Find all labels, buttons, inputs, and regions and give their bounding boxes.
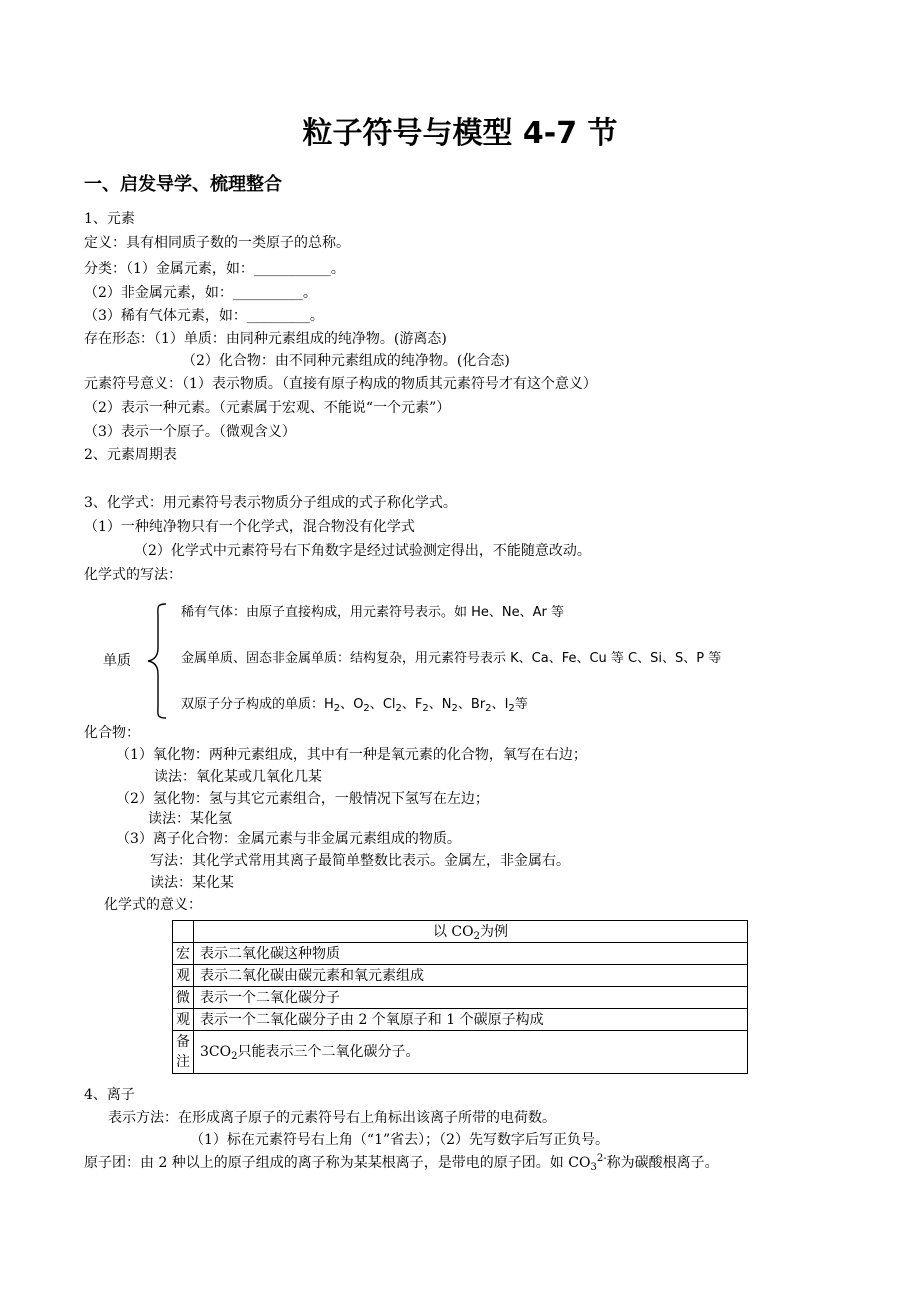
table-row <box>173 1031 748 1074</box>
diatomic-prefix: 双原子分子构成的单质： <box>181 697 325 712</box>
compound-label: 化合物： <box>84 725 140 741</box>
table-row <box>173 965 748 987</box>
s1-meaning-3: （3）表示一个原子。（微观含义） <box>84 424 296 440</box>
diatomic-formula: $H_2$、 <box>324 697 354 714</box>
table-header-row <box>173 921 748 943</box>
diatomic-list <box>324 697 528 712</box>
s3-note-1: （1）一种纯净物只有一个化学式，混合物没有化学式 <box>84 519 415 535</box>
s3-heading: 3、化学式：用元素符号表示物质分子组成的式子称化学式。 <box>84 495 457 511</box>
element-row-diatomic <box>181 694 528 716</box>
s2-heading: 2、元素周期表 <box>84 447 177 463</box>
micro-row-2: 表示一个二氧化碳分子由 2 个氧原子和 1 个碳原子构成 <box>194 1009 748 1031</box>
element-row-metal: 金属单质、固态非金属单质：结构复杂，用元素符号表示 K、Ca、Fe、Cu 等 C、Si、S、P 等 <box>181 651 722 666</box>
hydride-reading: 读法：某化氢 <box>148 811 232 827</box>
page-title: 粒子符号与模型 4-7 节 <box>302 116 618 151</box>
s1-definition: 定义：具有相同质子数的一类原子的总称。 <box>84 235 350 251</box>
micro-label-2: 观 <box>173 1009 194 1031</box>
s1-classify-3: （3）稀有气体元素，如：_________。 <box>84 308 324 324</box>
table-header: 以 $CO_2$为例 <box>194 921 748 943</box>
s1-meaning-1: 元素符号意义：（1）表示物质。（直接有原子构成的物质其元素符号才有这个意义） <box>84 376 597 392</box>
element-label: 单质 <box>103 653 131 669</box>
diatomic-formula: $N_2$、 <box>441 697 471 714</box>
macro-row-2: 表示二氧化碳由碳元素和氧元素组成 <box>194 965 748 987</box>
ionic-desc: （3）离子化合物：金属元素与非金属元素组成的物质。 <box>116 831 461 847</box>
macro-row-1: 表示二氧化碳这种物质 <box>194 943 748 965</box>
diatomic-formula: $F_2$、 <box>414 697 442 714</box>
formula-meaning-table <box>172 920 748 1074</box>
s3-writing-label: 化学式的写法： <box>84 567 182 583</box>
note-row: $3CO_2$只能表示三个二氧化碳分子。 <box>194 1031 748 1074</box>
micro-row-1: 表示一个二氧化碳分子 <box>194 987 748 1009</box>
s4-method: 表示方法：在形成离子原子的元素符号右上角标出该离子所带的电荷数。 <box>108 1110 556 1126</box>
oxide-reading: 读法：氧化某或几氧化几某 <box>154 769 322 785</box>
macro-label-2: 观 <box>173 965 194 987</box>
s1-form-2: （2）化合物：由不同种元素组成的纯净物。(化合态) <box>182 353 510 369</box>
s1-form-1: 存在形态：（1）单质：由同种元素组成的纯净物。(游离态) <box>84 331 447 347</box>
formula-meaning-label: 化学式的意义： <box>104 897 202 913</box>
table-row <box>173 987 748 1009</box>
diatomic-formula: $Br_2$、 <box>470 697 505 714</box>
diatomic-formula: $Cl_2$、 <box>382 697 415 714</box>
s1-heading: 1、元素 <box>84 211 135 227</box>
section-heading: 一、启发导学、梳理整合 <box>84 174 282 195</box>
table-row <box>173 1009 748 1031</box>
diatomic-formula: $I_2$等 <box>504 697 528 714</box>
s4-rules: （1）标在元素符号右上角（“1”省去）；（2）先写数字后写正负号。 <box>190 1132 610 1148</box>
s1-meaning-2: （2）表示一种元素。（元素属于宏观、不能说“一个元素”） <box>84 400 451 416</box>
note-label: 备 注 <box>173 1031 194 1074</box>
hydride-desc: （2）氢化物：氢与其它元素组合，一般情况下氢写在左边； <box>116 791 489 807</box>
oxide-desc: （1）氧化物：两种元素组成，其中有一种是氧元素的化合物，氧写在右边； <box>116 747 587 763</box>
s1-classify-1: 分类：（1）金属元素，如：___________。 <box>84 261 345 277</box>
curly-brace-icon <box>144 602 170 720</box>
ionic-writing: 写法：其化学式常用其离子最简单整数比表示。金属左，非金属右。 <box>150 853 570 869</box>
diatomic-formula: $O_2$、 <box>353 697 383 714</box>
ionic-reading: 读法：某化某 <box>150 875 234 891</box>
s4-heading: 4、离子 <box>84 1087 135 1103</box>
table-row <box>173 943 748 965</box>
element-row-noble: 稀有气体：由原子直接构成，用元素符号表示。如 He、Ne、Ar 等 <box>181 605 564 620</box>
s4-atomic-group: 原子团：由 2 种以上的原子组成的离子称为某某根离子，是带电的原子团。如 $CO_3^{2-}$称为碳酸根离子。 <box>84 1153 719 1173</box>
macro-label-1: 宏 <box>173 943 194 965</box>
s3-note-2: （2）化学式中元素符号右下角数字是经过试验测定得出，不能随意改动。 <box>134 543 591 559</box>
s1-classify-2: （2）非金属元素，如：__________。 <box>84 285 317 301</box>
micro-label-1: 微 <box>173 987 194 1009</box>
